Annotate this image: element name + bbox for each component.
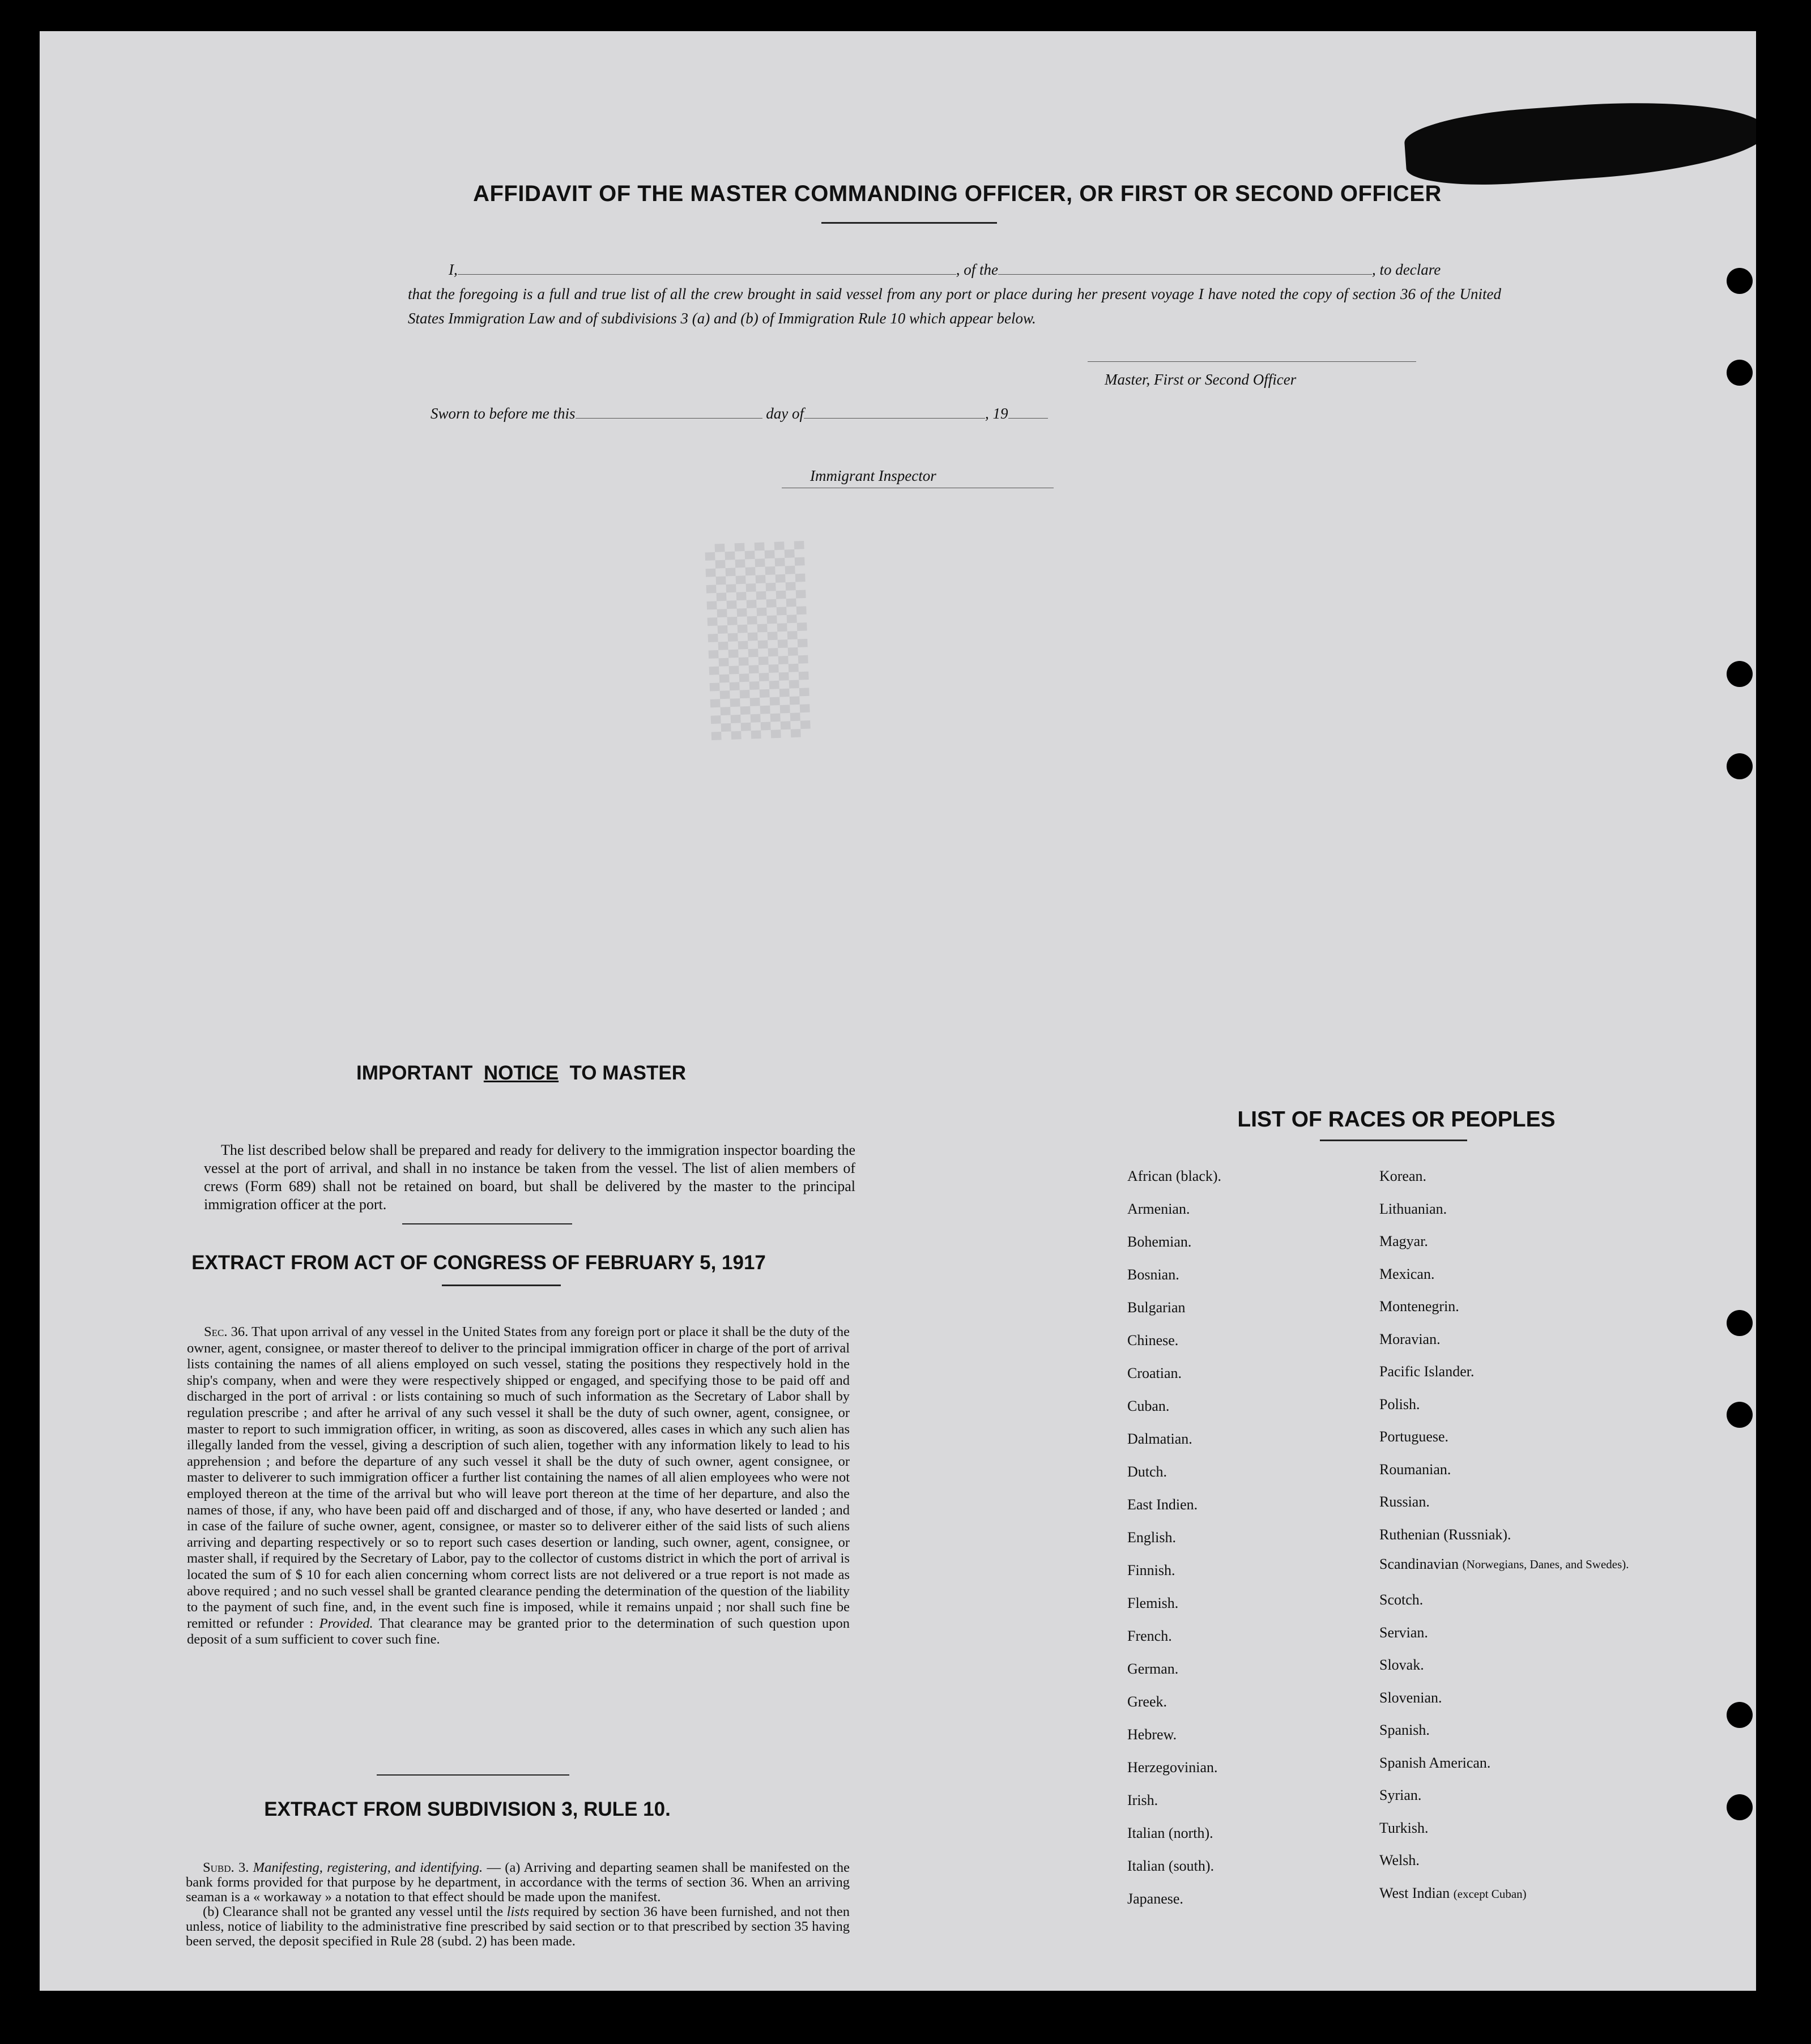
race-item: Turkish. [1379,1819,1429,1836]
race-item: Moravian. [1379,1330,1441,1347]
race-item: French. [1127,1628,1172,1644]
race-item: Spanish. [1379,1722,1430,1738]
affidavit-title: AFFIDAVIT OF THE MASTER COMMANDING OFFICER, OR FIRST OR SECOND OFFICER [473,181,1442,206]
races-heading: LIST OF RACES OR PEOPLES [1237,1107,1556,1132]
race-item: Spanish American. [1379,1754,1491,1771]
race-item: Russian. [1379,1493,1430,1510]
race-item: Cuban. [1127,1398,1170,1414]
race-item: Polish. [1379,1396,1420,1413]
race-item: Mexican. [1379,1265,1435,1282]
race-item: Dutch. [1127,1463,1167,1480]
race-item: Irish. [1127,1792,1158,1808]
race-item-scandinavian: Scandinavian (Norwegians, Danes, and Swedes). [1379,1556,1629,1572]
show-through-text: ▒▒▒ [705,541,812,741]
race-item: Italian (south). [1127,1858,1215,1874]
race-item: German. [1127,1661,1179,1677]
race-item: Montenegrin. [1379,1298,1459,1315]
race-item: Armenian. [1127,1201,1190,1217]
sworn-year-blank[interactable] [1008,406,1048,419]
subdivision-3-text: Subd. 3. Manifesting, registering, and identifying. — (a) Arriving and departing seamen shall be manifested on the bank forms provided for that purpose by he department, in accordance with the terms of section 36. When an arriving seaman is a « workaway » a notation to that effect should be made upon the manifest. (b) Clearance shall not be granted any vessel until the lists required by section 36 have been furnished, and not then unless, notice of liability to the administrative fine prescribed by said section or to that prescribed by section 35 having been served, the deposit specified in Rule 28 (subd. 2) has been made. [186,1860,850,1949]
punch-hole [1727,1794,1753,1820]
race-item: Bohemian. [1127,1234,1192,1250]
torn-corner [1403,92,1756,191]
race-item-west-indian: West Indian (except Cuban) [1379,1884,1527,1901]
race-item: Ruthenian (Russniak). [1379,1526,1511,1543]
race-item: Bosnian. [1127,1266,1179,1283]
affidavit-body: that the foregoing is a full and true list of all the crew brought in said vessel from any port or place during her present voyage I have noted the copy of section 36 of the United States Immigration Law and of subdivisions 3 (a) and (b) of Immigration Rule 10 which appear below. [408,285,1501,327]
section-36-text: Sec. 36. That upon arrival of any vessel in the United States from any foreign port or place it shall be the duty of the owner, agent, consignee, or master thereof to deliver to the principal immigration officer in charge of the port of arrival lists containing the names of all aliens employed on such vessel, stating the positions they respectively hold in the ship's company, when and were they were respectively shipped or engaged, and specifying those to be paid off and discharged in the port of arrival : or lists containing so much of such information as the Secretary of Labor shall by regulation prescribe ; and after he arrival of any such vessel it shall be the duty of such owner, agent, consignee, or master to report to such immigration officer, in writing, as soon as discovered, alles cases in which any such alien has illegally landed from the vessel, giving a description of such alien, together with any information likely to lead to his apprehension ; and before the departure of any such vessel it shall be the duty of such owner, agent consignee, or master to deliverer to such immigration officer a further list containing the names of all alien employees who were not employed thereon at the time of the arrival but who will leave port thereon at the time of her departure, and also the names of those, if any, who have been paid off and discharged and of those, if any, who have deserted or landed ; and in case of the failure of suche owner, agent, consignee, or master so to deliverer either of the said lists of such aliens arriving and departing respectively or so to report such cases desertion or landing, such owner, agent, consignee, or master shall, if required by the Secretary of Labor, pay to the collector of customs district in which the port of arrival is located the sum of $ 10 for each alien concerning whom correct lists are not delivered or a true report is not made as above required ; and no such vessel shall be granted clearance pending the determination of the question of the liability to the payment of such fine, and, in the event such fine is imposed, while it remains unpaid ; nor shall such fine be remitted or refunder : Provided. That clearance may be granted prior to the determination of such question upon deposit of a sum sufficient to cover such fine. [187,1324,850,1648]
race-item: Syrian. [1379,1787,1422,1803]
race-item: Slovak. [1379,1657,1424,1673]
sworn-day-blank[interactable] [576,406,762,419]
punch-hole [1727,753,1753,779]
race-item: Flemish. [1127,1595,1179,1611]
punch-hole [1727,1310,1753,1336]
name-blank[interactable] [458,262,956,275]
act-heading: EXTRACT FROM ACT OF CONGRESS OF FEBRUARY 5, 1917 [191,1252,766,1274]
vessel-blank[interactable] [998,262,1372,275]
race-item: Finnish. [1127,1562,1175,1578]
inspector-caption: Immigrant Inspector [810,467,936,484]
race-item: East Indien. [1127,1496,1198,1513]
sworn-line: Sworn to before me this day of , 19 [431,405,1048,423]
title-rule [821,222,997,224]
race-item: Magyar. [1379,1233,1428,1249]
race-item: African (black). [1127,1168,1222,1184]
punch-hole [1727,1402,1753,1428]
master-signature-caption: Master, First or Second Officer [1105,371,1297,388]
race-item: Lithuanian. [1379,1200,1447,1217]
race-item: Servian. [1379,1624,1428,1641]
punch-hole [1727,1702,1753,1728]
races-column-2 [1379,1160,1629,1910]
race-item: English. [1127,1529,1176,1546]
race-item: Welsh. [1379,1852,1420,1868]
notice-rule [402,1223,572,1224]
race-item: Dalmatian. [1127,1431,1192,1447]
race-item: Croatian. [1127,1365,1182,1381]
race-item: Hebrew. [1127,1726,1177,1743]
race-item: Greek. [1127,1693,1167,1710]
races-rule [1320,1140,1467,1141]
act-rule [442,1285,561,1286]
race-item: Italian (north). [1127,1825,1213,1841]
rule-heading: EXTRACT FROM SUBDIVISION 3, RULE 10. [264,1798,671,1820]
race-item: Slovenian. [1379,1689,1442,1706]
race-item: Pacific Islander. [1379,1363,1475,1380]
race-item: Bulgarian [1127,1299,1186,1316]
race-item: Japanese. [1127,1891,1183,1907]
punch-hole [1727,268,1753,294]
race-item: Chinese. [1127,1332,1179,1349]
punch-hole [1727,661,1753,687]
race-item: Scotch. [1379,1591,1424,1608]
master-signature-line[interactable] [1088,361,1416,362]
race-item: Herzegovinian. [1127,1759,1218,1776]
notice-heading: IMPORTANT NOTICE TO MASTER [356,1062,687,1084]
document-page [40,31,1756,1991]
races-column-1 [1127,1160,1221,1915]
race-item: Roumanian. [1379,1461,1451,1478]
affidavit-text: I, , of the , to declare that the foregoing is a full and true list of all the crew brought in said vessel from any port or place during her present voyage I have noted the copy of section 36 of the United States Immigration Law and of subdivisions 3 (a) and (b) of Immigration Rule 10 which appear below. [408,261,1501,327]
notice-text: The list described below shall be prepared and ready for delivery to the immigration inspector boarding the vessel at the port of arrival, and shall in no instance be taken from the vessel. The list of alien members of crews (Form 689) shall not be retained on board, but shall be delivered by the master to the principal immigration officer at the port. [204,1142,855,1213]
race-item: Portuguese. [1379,1428,1449,1445]
punch-hole [1727,360,1753,386]
section-rule [377,1774,569,1776]
race-item: Korean. [1379,1168,1427,1184]
sworn-month-blank[interactable] [804,406,985,419]
